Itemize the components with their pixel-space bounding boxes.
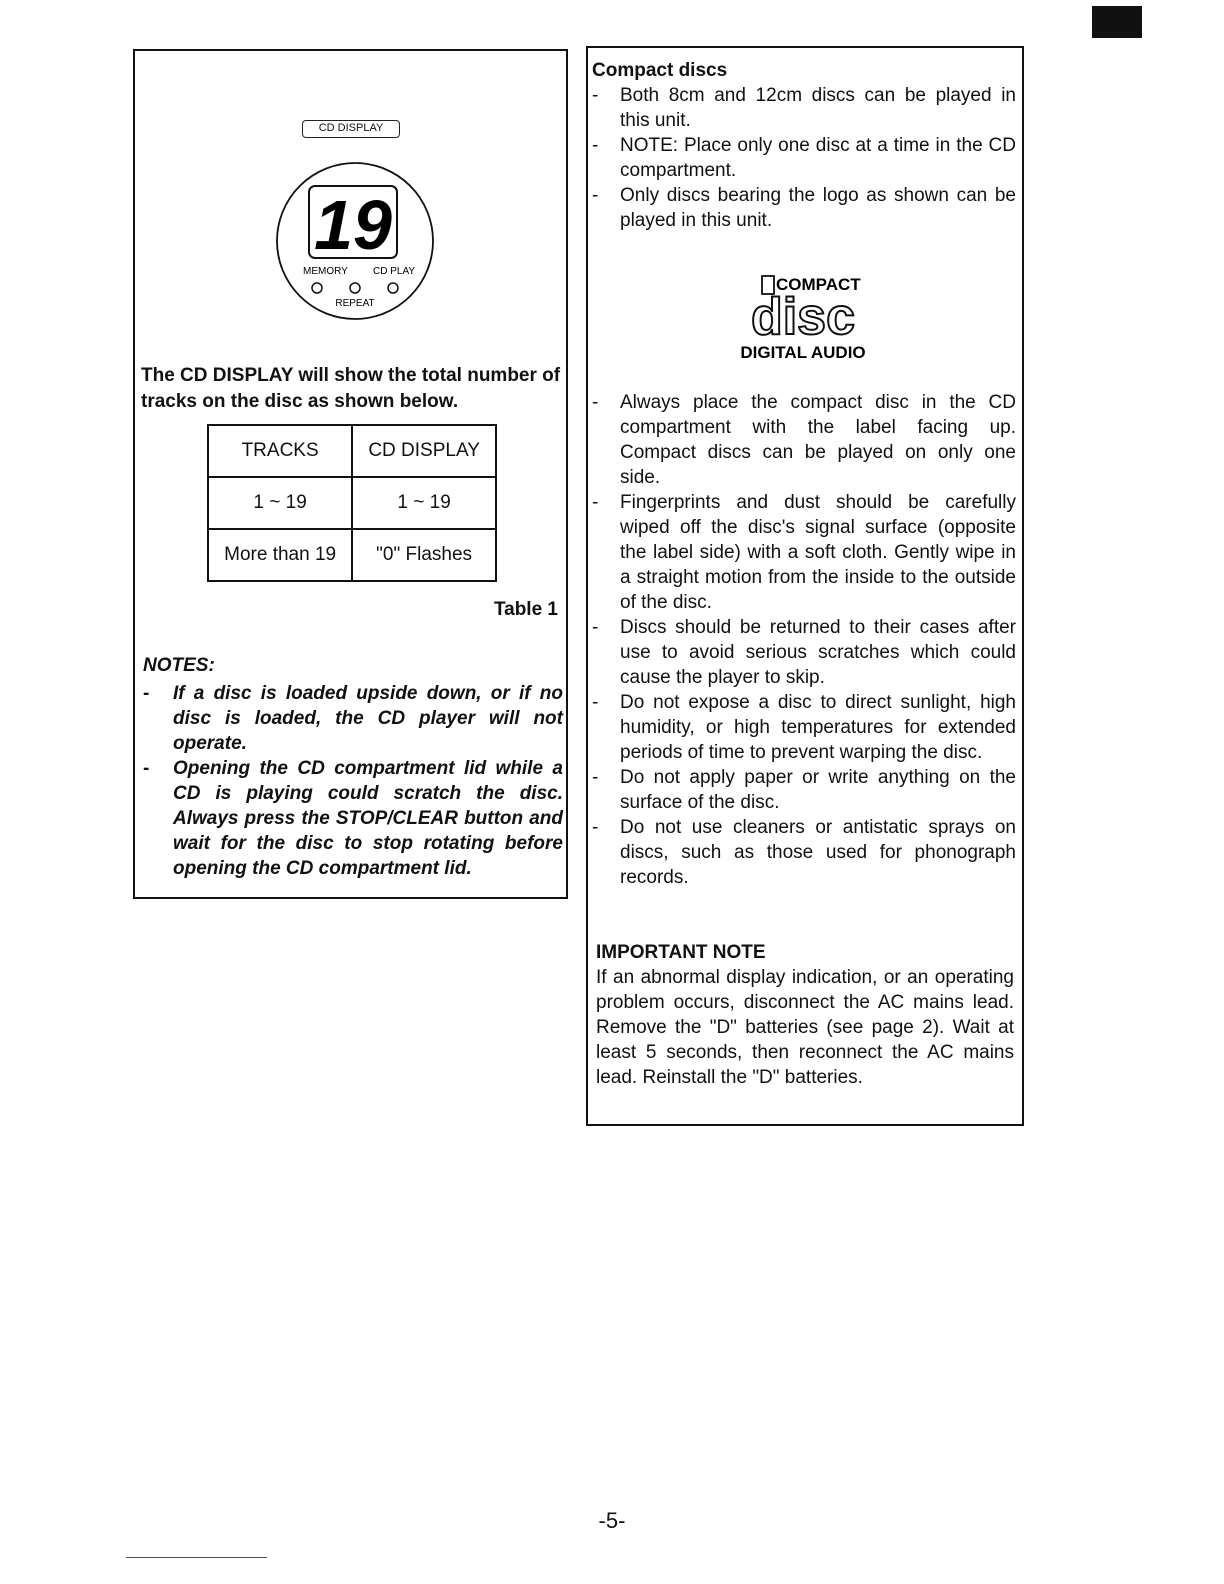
list-item: - Opening the CD compartment lid while a CD is playing could scratch the disc. Always press the STOP/CLEAR button and wait for the disc to stop rotating before opening the CD compartment lid. <box>143 756 563 881</box>
cd-display-label: CD DISPLAY <box>302 120 400 138</box>
repeat-indicator-label: REPEAT <box>335 298 375 309</box>
cd-display-panel <box>133 49 568 899</box>
corner-tab-mark <box>1092 6 1142 38</box>
table-row <box>208 529 496 581</box>
logo-bottom-text: DIGITAL AUDIO <box>740 343 866 362</box>
compact-discs-list <box>592 83 1016 233</box>
page-number: -5- <box>598 1508 626 1533</box>
table-cell: 1 ~ 19 <box>352 477 496 529</box>
footer-rule <box>126 1557 267 1558</box>
memory-indicator-lamp <box>312 283 322 293</box>
list-item: - Do not expose a disc to direct sunlight, high humidity, or high temperatures for extended periods of time to prevent warping the disc. <box>592 690 1016 765</box>
table-header-row <box>208 425 496 477</box>
table-header-cell: TRACKS <box>208 425 352 477</box>
list-item: - Discs should be returned to their cases after use to avoid serious scratches which could cause the player to skip. <box>592 615 1016 690</box>
list-item <box>592 133 1016 183</box>
table-cell: "0" Flashes <box>352 529 496 581</box>
memory-indicator-label: MEMORY <box>303 266 348 277</box>
table-caption: Table 1 <box>493 599 558 620</box>
list-item: - Only discs bearing the logo as shown can be played in this unit. <box>592 183 1016 233</box>
cd-display-illustration <box>265 161 445 331</box>
table-header-cell: CD DISPLAY <box>352 425 496 477</box>
logo-top-text: COMPACT <box>776 275 861 294</box>
table-cell: More than 19 <box>208 529 352 581</box>
important-note-heading: IMPORTANT NOTE <box>596 942 766 963</box>
logo-disc-text: disc <box>750 288 856 346</box>
list-item: - If a disc is loaded upside down, or if no disc is loaded, the CD player will not operate. <box>143 681 563 756</box>
compact-discs-heading: Compact discs <box>592 60 728 81</box>
cd-play-indicator-label: CD PLAY <box>373 266 416 277</box>
important-note-text: If an abnormal display indication, or an operating problem occurs, disconnect the AC mains lead. Remove the "D" batteries (see page 2). Wait at least 5 seconds, then reconnect the AC mains lead. Reinstall the "D" batteries. <box>596 967 1014 1088</box>
intro-text: The CD DISPLAY will show the total number of tracks on the disc as shown below. <box>141 365 561 412</box>
list-item: - Fingerprints and dust should be carefully wiped off the disc's signal surface (opposite the label side) with a soft cloth. Gently wipe in a straight motion from the inside to the outside of the disc. <box>592 490 1016 615</box>
notes-title: NOTES: <box>143 655 215 676</box>
table-row <box>208 477 496 529</box>
cd-play-indicator-lamp <box>388 283 398 293</box>
disc-care-list <box>592 390 1016 890</box>
list-item: - Both 8cm and 12cm discs can be played in this unit. <box>592 83 1016 133</box>
notes-list <box>143 681 563 881</box>
compact-discs-panel <box>586 46 1024 1126</box>
list-item: - Do not use cleaners or antistatic sprays on discs, such as those used for phonograph records. <box>592 815 1016 890</box>
note-text: NOTE: Place only one disc at a time in the CD compartment. <box>620 135 1016 181</box>
display-digits: 19 <box>314 186 392 264</box>
table-cell: 1 ~ 19 <box>208 477 352 529</box>
compact-disc-logo <box>728 270 878 366</box>
tracks-table <box>207 424 497 582</box>
list-item: - Always place the compact disc in the CD compartment with the label facing up. Compact discs can be played on only one side. <box>592 390 1016 490</box>
repeat-indicator-lamp <box>350 283 360 293</box>
list-item: - Do not apply paper or write anything on the surface of the disc. <box>592 765 1016 815</box>
